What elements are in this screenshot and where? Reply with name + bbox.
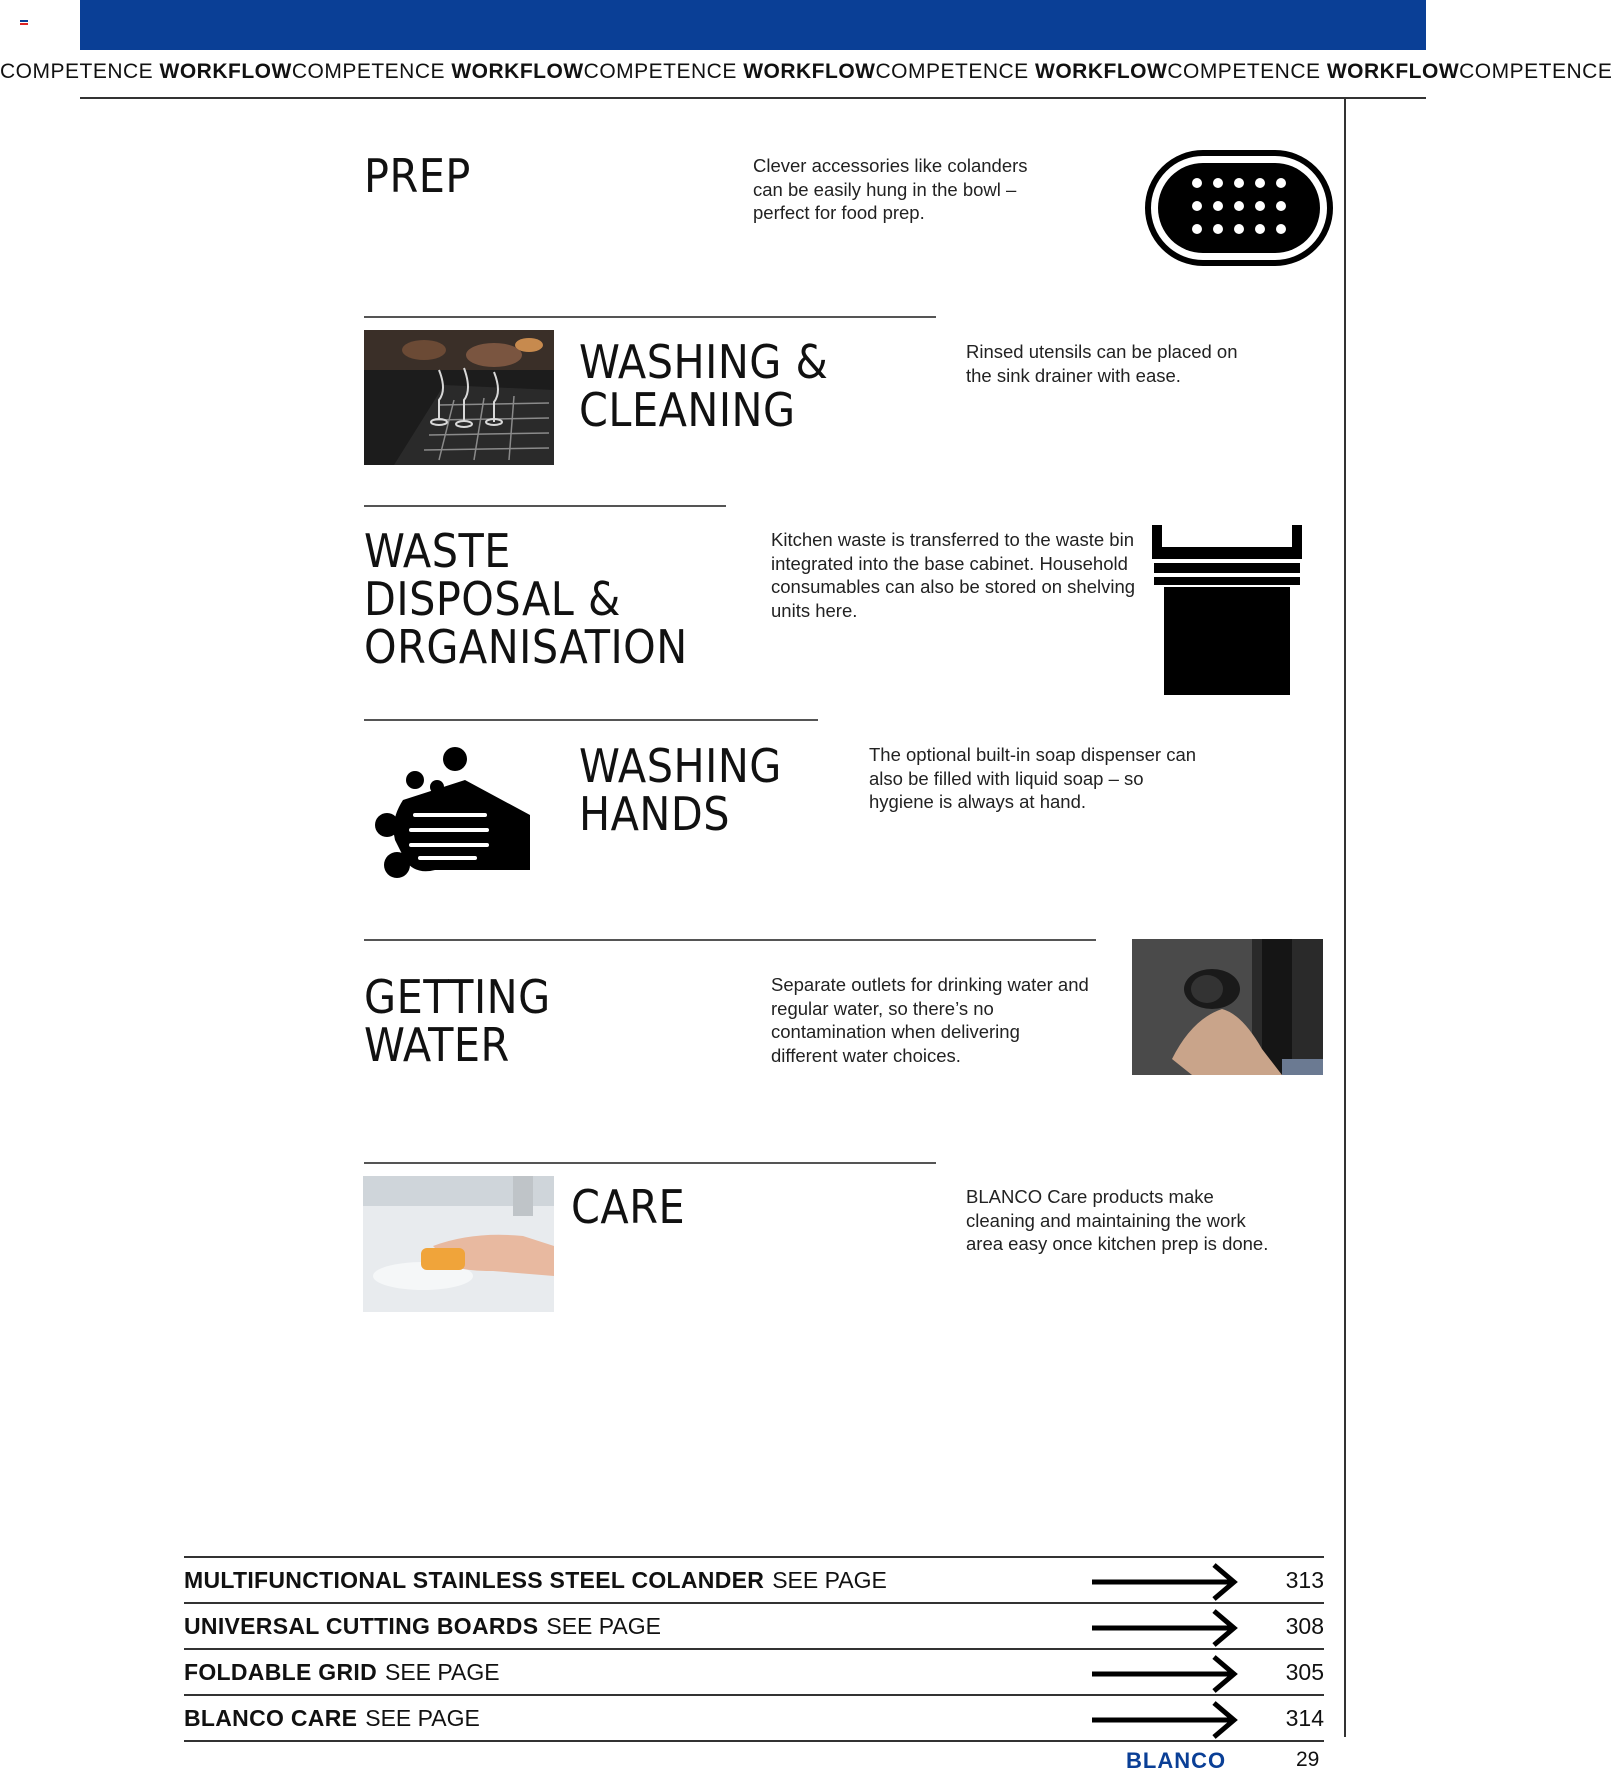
glasses-on-sink-drainer-photo	[364, 330, 554, 465]
section-divider	[364, 939, 1096, 941]
ticker-light: COMPETENCE	[291, 60, 446, 83]
page-number: 29	[1296, 1748, 1320, 1771]
arrow-right-icon	[1092, 1700, 1242, 1740]
cleaning-sponge-photo	[363, 1176, 554, 1312]
ticker-bold: WORKFLOW	[451, 60, 584, 83]
washing-hands-description: The optional built-in soap dispenser can also be filled with liquid soap – so hygiene is always at hand.	[869, 744, 1197, 812]
care-description: BLANCO Care products make cleaning and maintaining the work area easy once kitchen prep is done.	[966, 1186, 1269, 1254]
reference-see-label: SEE PAGE	[385, 1658, 500, 1685]
section-divider	[364, 719, 818, 721]
ticker-bold: WORKFLOW	[743, 60, 876, 83]
care-heading: CARE	[571, 1180, 686, 1234]
reference-see-label: SEE PAGE	[365, 1704, 480, 1731]
reference-see-label: SEE PAGE	[546, 1612, 661, 1639]
reference-title: BLANCO CARE	[184, 1704, 358, 1731]
getting-water-description: Separate outlets for drinking water and regular water, so there’s no contamination when delivering different water choices.	[771, 974, 1089, 1066]
ticker-light: COMPETENCE	[1167, 60, 1321, 83]
hand-washing-icon	[375, 745, 535, 885]
header-bar	[80, 0, 1426, 50]
section-divider	[364, 1162, 936, 1164]
heading-line: ORGANISATION	[364, 620, 688, 674]
section-divider	[364, 505, 726, 507]
section-divider	[364, 316, 936, 318]
getting-water-heading	[364, 970, 551, 1072]
prep-description: Clever accessories like colanders can be easily hung in the bowl – perfect for food prep.	[753, 155, 1028, 223]
ticker-bold: WORKFLOW	[1035, 60, 1168, 83]
heading-line: WASTE	[364, 524, 511, 578]
brand-logo: BLANCO	[1126, 1748, 1227, 1773]
waste-heading	[364, 524, 688, 674]
tap-control-photo	[1132, 939, 1323, 1075]
reference-page-number: 313	[1285, 1567, 1324, 1593]
waste-bin-icon	[1152, 525, 1302, 695]
reference-row[interactable]	[184, 1556, 1324, 1602]
washing-cleaning-description: Rinsed utensils can be placed on the sink drainer with ease.	[966, 341, 1238, 386]
reference-title: FOLDABLE GRID	[184, 1658, 377, 1685]
heading-line: GETTING	[364, 970, 551, 1024]
ticker-light: COMPETENCE	[583, 60, 737, 83]
prep-heading: PREP	[364, 149, 471, 203]
ticker-bold: WORKFLOW	[1326, 60, 1460, 83]
reference-page-number: 305	[1285, 1659, 1324, 1685]
header-ticker	[0, 60, 1612, 84]
colander-icon	[1145, 150, 1333, 266]
heading-line: DISPOSAL &	[364, 572, 621, 626]
arrow-right-icon	[1092, 1608, 1242, 1648]
reference-title: MULTIFUNCTIONAL STAINLESS STEEL COLANDER	[184, 1566, 765, 1593]
arrow-right-icon	[1092, 1654, 1242, 1694]
washing-cleaning-heading	[579, 335, 829, 437]
heading-line: CLEANING	[579, 383, 796, 437]
right-margin-line	[1344, 97, 1346, 1737]
washing-hands-heading	[579, 739, 782, 841]
heading-line: HANDS	[579, 787, 731, 841]
flag-icon	[20, 20, 28, 27]
ticker-light: COMPETENCE	[0, 60, 154, 83]
arrow-right-icon	[1092, 1562, 1242, 1602]
reference-row[interactable]	[184, 1602, 1324, 1648]
ticker-bold: WORKFLOW	[159, 60, 292, 83]
reference-page-number: 308	[1285, 1613, 1324, 1639]
heading-line: WASHING	[579, 739, 782, 793]
waste-description: Kitchen waste is transferred to the waste bin integrated into the base cabinet. Household consumables can also be stored on shelving units here.	[771, 529, 1136, 621]
reference-page-number: 314	[1285, 1705, 1324, 1731]
ticker-light: COMPETENCE	[1459, 60, 1612, 83]
reference-see-label: SEE PAGE	[772, 1566, 887, 1593]
reference-row[interactable]	[184, 1648, 1324, 1694]
header-divider	[80, 97, 1426, 99]
ticker-light: COMPETENCE	[875, 60, 1029, 83]
heading-line: WATER	[364, 1018, 510, 1072]
reference-title: UNIVERSAL CUTTING BOARDS	[184, 1612, 539, 1639]
heading-line: WASHING &	[579, 335, 829, 389]
reference-row[interactable]	[184, 1694, 1324, 1742]
see-page-references	[184, 1556, 1324, 1742]
